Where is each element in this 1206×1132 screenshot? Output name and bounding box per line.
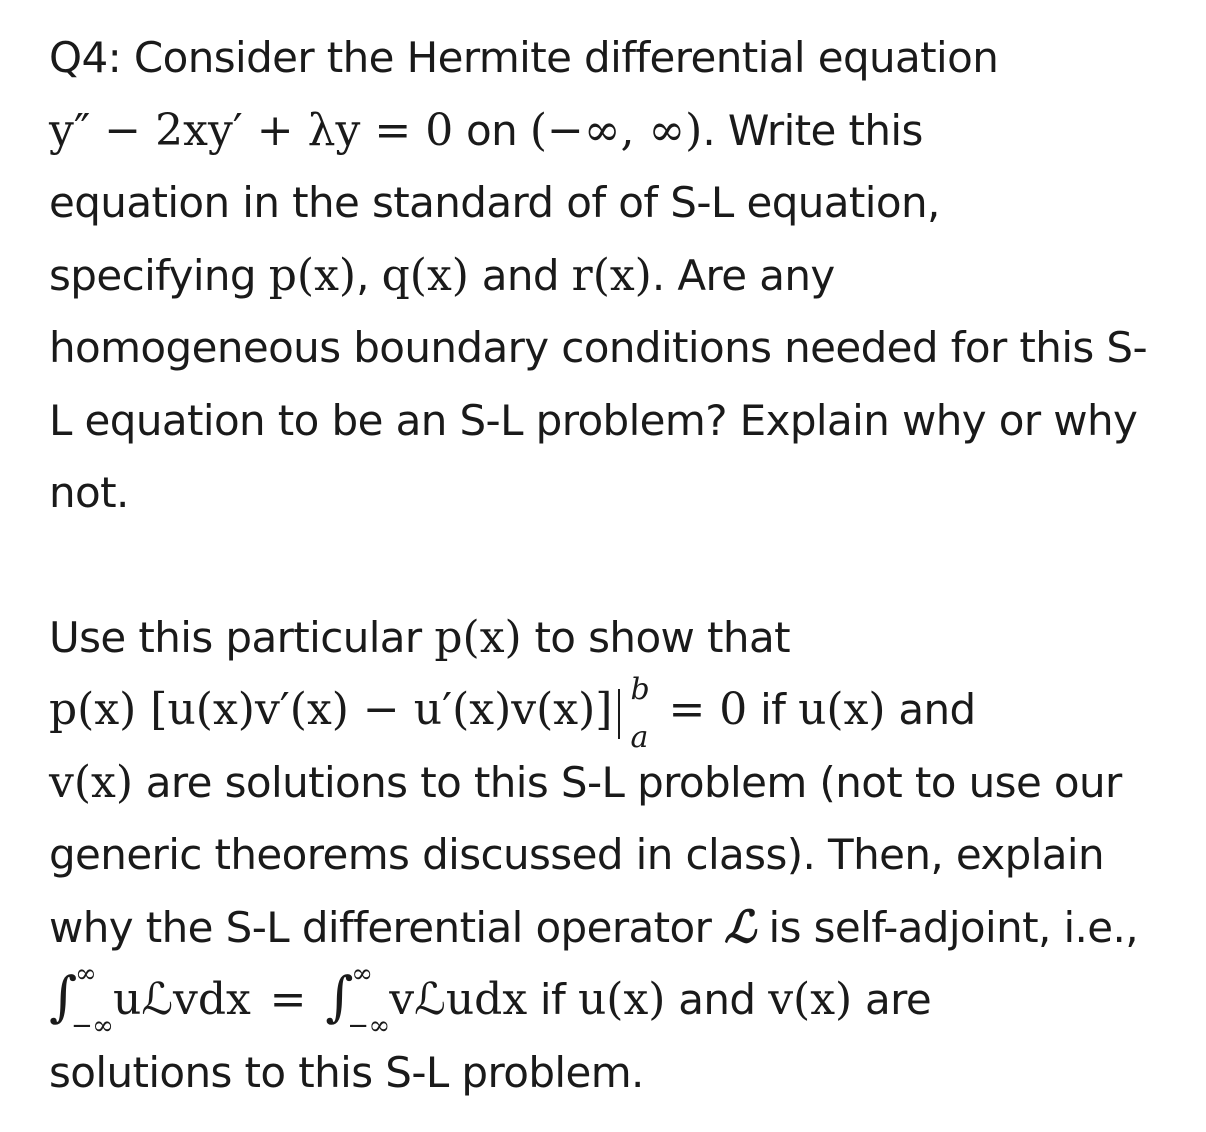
integral-lower-limit: −∞	[347, 1010, 390, 1041]
equals-sign: =	[269, 974, 307, 1025]
math-p-of-x: p(x)	[268, 249, 357, 301]
hermite-equation: y″ − 2xy′ + λy = 0	[49, 104, 454, 156]
question-paragraph-1	[49, 22, 1174, 530]
text-line	[49, 958, 1174, 1041]
integral-upper-limit: ∞	[351, 958, 373, 989]
text-fragment: if	[539, 975, 566, 1024]
integral-rhs	[325, 958, 390, 1041]
text-fragment: to show that	[534, 612, 790, 662]
evaluation-bar-line	[618, 689, 620, 739]
text-fragment: are solutions to this S-L problem (not to use our	[145, 757, 1122, 807]
integral-sign: ∫	[325, 964, 353, 1028]
text-line	[49, 167, 1174, 240]
text-line	[49, 671, 1174, 755]
text-line	[49, 385, 1174, 458]
wronskian-expression: p(x) [u(x)v′(x) − u′(x)v(x)]	[49, 684, 613, 735]
math-u-of-x: u(x)	[798, 684, 886, 735]
operator-script-l: ℒ	[724, 901, 756, 953]
text-line	[49, 22, 1174, 95]
text-fragment: why the S-L differential operator	[49, 902, 712, 952]
text-line	[49, 892, 1174, 965]
text-fragment: specifying	[49, 250, 256, 300]
text-fragment: are	[864, 975, 932, 1024]
text-fragment: and	[678, 975, 756, 1024]
text-fragment: and	[898, 685, 976, 734]
text-line	[49, 95, 1174, 168]
text-fragment: equation in the standard of of S-L equation,	[49, 178, 940, 227]
integral-lower-limit: −∞	[71, 1010, 114, 1041]
text-line	[49, 747, 1174, 820]
text-fragment: on	[465, 105, 518, 155]
text-fragment: solutions to this S-L problem.	[49, 1047, 644, 1097]
question-paragraph-2	[49, 602, 1174, 1110]
text-line	[49, 819, 1174, 892]
text-line	[49, 240, 1174, 313]
math-v-of-x: v(x)	[768, 974, 853, 1025]
text-fragment: Use this particular	[49, 612, 422, 662]
integral-sign: ∫	[49, 964, 77, 1028]
text-fragment: . Write this	[702, 105, 923, 155]
text-line	[49, 1037, 1174, 1110]
text-line	[49, 312, 1174, 385]
math-r-of-x: r(x)	[571, 249, 652, 301]
text-fragment: not.	[49, 468, 129, 517]
text-line	[49, 602, 1174, 675]
lower-limit-a: a	[630, 719, 648, 755]
text-fragment: and	[481, 250, 559, 300]
text-fragment: if	[760, 685, 786, 734]
upper-limit-b: b	[630, 671, 650, 707]
math-u-of-x: u(x)	[577, 974, 666, 1025]
integral-upper-limit: ∞	[75, 958, 97, 989]
question-document	[49, 22, 1174, 1109]
integrand-lhs: uℒvdx	[113, 974, 251, 1025]
evaluation-bar	[612, 671, 668, 755]
question-heading: Q4: Consider the Hermite differential equation	[49, 33, 999, 82]
math-v-of-x: v(x)	[49, 756, 134, 808]
domain-interval: (−∞, ∞)	[529, 104, 703, 156]
text-fragment: L equation to be an S-L problem? Explain why or why	[49, 395, 1138, 445]
text-fragment: ,	[356, 250, 369, 300]
text-line	[49, 457, 1174, 530]
text-fragment: . Are any	[651, 250, 835, 300]
math-q-of-x: q(x)	[381, 249, 469, 301]
math-p-of-x: p(x)	[434, 611, 522, 663]
text-fragment: is self-adjoint, i.e.,	[768, 902, 1139, 952]
equals-zero: = 0	[668, 684, 748, 735]
integrand-rhs: vℒudx	[389, 974, 528, 1025]
text-fragment: homogeneous boundary conditions needed for this S-	[49, 323, 1148, 372]
integral-lhs	[49, 958, 114, 1041]
text-fragment: generic theorems discussed in class). Then, explain	[49, 830, 1104, 879]
